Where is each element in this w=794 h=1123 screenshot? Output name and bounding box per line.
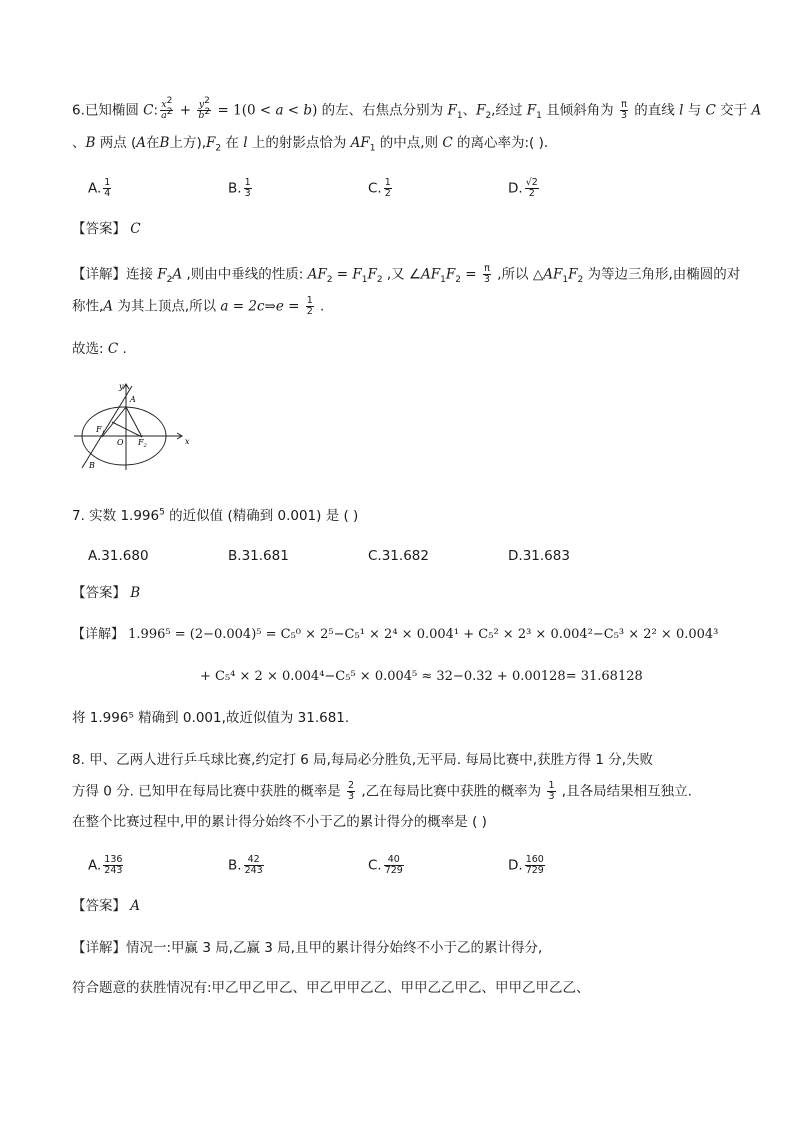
text: 且倾斜角为 — [541, 102, 618, 119]
sup: 5 — [159, 507, 165, 518]
option-fraction — [244, 178, 252, 199]
q8-stem-line1 — [72, 750, 653, 770]
text: ) — [312, 102, 318, 119]
detail-equation: + C₅⁴ × 2 × 0.004⁴−C₅⁵ × 0.004⁵ ≈ 32−0.32 + 0.00128= 31.68128 — [200, 669, 643, 684]
math: A — [136, 135, 147, 151]
q6-stem-line1 — [72, 95, 762, 122]
text: 8. 甲、乙两人进行乒乓球比赛,约定打 6 局,每局必分胜负,无平局. 每局比赛中,获胜方得 1 分,失败 — [72, 752, 654, 768]
q8-answer — [72, 896, 140, 916]
math: C — [705, 102, 716, 119]
q8-detail-line2 — [72, 978, 590, 998]
q6-answer — [72, 219, 141, 239]
num: 160 — [525, 854, 544, 865]
sub: 1 — [456, 111, 463, 122]
line-l — [82, 386, 132, 468]
fraction-2-3 — [347, 781, 355, 802]
q6-option-b[interactable] — [228, 178, 254, 199]
text: 情况一:甲赢 3 局,乙赢 3 局,且甲的累计得分始终不小于乙的累计得分, — [126, 940, 543, 956]
option-label: C. — [368, 548, 382, 564]
fraction-1-2 — [306, 296, 314, 317]
option-label: C. — [368, 857, 382, 874]
q6-detail-line1 — [72, 264, 740, 285]
q7-option-d[interactable] — [508, 546, 570, 566]
detail-label: 【详解】 — [72, 266, 126, 283]
q6-option-a[interactable] — [88, 178, 113, 199]
option-label: A. — [88, 180, 102, 197]
answer-value: B — [130, 585, 141, 601]
math: AF — [543, 266, 563, 283]
option-label: A. — [88, 548, 102, 564]
text: 与 — [683, 102, 706, 119]
option-fraction — [103, 855, 123, 876]
detail-label: 【详解】 — [72, 627, 125, 642]
label-f2 — [137, 438, 147, 449]
text: 上的射影点恰为 — [247, 135, 351, 151]
sub: 2 — [215, 143, 222, 154]
text: ,且各局结果相互独立. — [557, 783, 692, 800]
text: 故选: — [72, 341, 108, 357]
math: F — [526, 102, 537, 119]
q8-detail-line1 — [72, 938, 542, 958]
text: 的直线 — [630, 102, 680, 119]
sub: 2 — [376, 275, 383, 286]
option-fraction — [384, 178, 392, 199]
option-value: 31.680 — [101, 548, 149, 564]
den: 2 — [384, 188, 391, 199]
text: ,所以 △ — [492, 266, 544, 283]
q6-conclusion — [72, 339, 127, 359]
math: b — [198, 110, 205, 121]
den: 3 — [348, 791, 355, 802]
math: a = 2c⇒e = — [220, 298, 304, 315]
den: 3 — [244, 188, 251, 199]
label-x: x — [185, 437, 190, 446]
math: C — [143, 102, 154, 119]
text: 将 1.996⁵ 精确到 0.001,故近似值为 31.681. — [72, 710, 350, 726]
option-value: 31.682 — [381, 548, 429, 564]
option-label: D. — [508, 180, 523, 197]
text: 为其上顶点,所以 — [113, 298, 221, 315]
answer-label: 【答案】 — [72, 221, 126, 237]
label-f2-letter: F — [138, 438, 144, 447]
text: 6.已知椭圆 — [72, 102, 144, 119]
num: 1 — [306, 295, 313, 306]
sub: 1 — [369, 143, 376, 154]
math: F — [367, 266, 377, 283]
math: F — [445, 266, 456, 283]
text: 两点 ( — [95, 135, 137, 151]
option-fraction — [384, 855, 404, 876]
text: ,则由中垂线的性质: — [182, 266, 308, 283]
q6-detail-line2 — [72, 296, 324, 317]
answer-value: A — [130, 898, 141, 914]
math: F — [447, 102, 457, 119]
text: ,乙在每局比赛中获胜的概率为 — [357, 783, 546, 800]
den: 3 — [548, 791, 555, 802]
num: 1 — [104, 177, 111, 188]
answer-label: 【答案】 — [72, 585, 126, 601]
q7-detail-line2 — [200, 667, 643, 687]
fraction-pi-3 — [620, 100, 628, 121]
num: 40 — [384, 855, 404, 866]
q7-conclusion — [72, 708, 349, 728]
den: 2 — [306, 306, 313, 317]
option-fraction — [103, 178, 111, 199]
fraction-1-3 — [547, 781, 555, 802]
text: 在 — [221, 135, 244, 151]
q7-option-b[interactable] — [228, 546, 289, 566]
den: 729 — [384, 865, 403, 876]
den: 4 — [104, 188, 111, 199]
math: AF — [307, 266, 327, 283]
den: 3 — [483, 274, 490, 285]
fraction-y2-b2 — [197, 95, 211, 121]
text: : — [153, 102, 159, 119]
num: 1 — [384, 177, 391, 188]
math: F — [352, 266, 362, 283]
math: A — [172, 266, 183, 283]
text: 的中点,则 — [375, 135, 443, 151]
num: 42 — [244, 855, 264, 866]
num: √2 — [525, 177, 538, 188]
option-value: 31.683 — [522, 548, 570, 564]
text: 的离心率为:( ). — [452, 135, 549, 151]
label-f1-letter: F — [96, 425, 102, 434]
math: C — [107, 341, 119, 357]
text: = — [332, 266, 353, 283]
label-f1-sub: 1 — [101, 430, 105, 436]
q6-option-d[interactable] — [508, 178, 541, 199]
text: 方得 0 分. 已知甲在每局比赛中获胜的概率是 — [72, 783, 346, 800]
label-f2-sub: 2 — [143, 443, 147, 449]
num: π — [484, 263, 490, 274]
detail-equation: 1.996⁵ = (2−0.004)⁵ = C₅⁰ × 2⁵−C₅¹ × 2⁴ × 0.004¹ + C₅² × 2³ × 0.004²−C₅³ × 2² × 0.004³ — [128, 627, 719, 642]
num: 1 — [548, 780, 555, 791]
sup: 2 — [204, 95, 210, 106]
math: a — [161, 110, 167, 121]
num: 2 — [348, 780, 355, 791]
text: 在 — [146, 135, 160, 151]
text: + — [175, 102, 196, 119]
text: 交于 — [715, 102, 752, 119]
math: F — [206, 135, 216, 151]
num: 136 — [104, 854, 123, 865]
math: F — [476, 102, 486, 119]
text: ,又 ∠ — [382, 266, 422, 283]
q7-detail-line1 — [72, 625, 718, 645]
sub: 1 — [536, 111, 542, 122]
sub: 1 — [440, 275, 446, 286]
text: 、 — [72, 135, 86, 151]
sub: 1 — [361, 275, 368, 286]
text: . — [118, 341, 127, 357]
label-b: B — [89, 461, 95, 470]
option-label: B. — [228, 180, 242, 197]
text: 的左、右焦点分别为 — [317, 102, 448, 119]
fraction-x2-a2 — [160, 95, 173, 121]
option-value: 31.681 — [241, 548, 289, 564]
math: l — [243, 135, 248, 151]
text: . — [315, 298, 325, 315]
sub: 2 — [455, 275, 462, 286]
segment-f1-a — [102, 407, 126, 437]
math: B — [85, 135, 96, 151]
den: 3 — [620, 110, 628, 121]
option-label: A. — [88, 857, 102, 874]
label-f1 — [95, 425, 105, 436]
label-a: A — [130, 395, 136, 404]
q7-option-a[interactable] — [88, 546, 149, 566]
den: 243 — [104, 865, 123, 876]
text: 7. 实数 1.996 — [72, 508, 160, 524]
sup: 2 — [166, 95, 173, 106]
math: C — [442, 135, 453, 151]
math: l — [679, 102, 684, 119]
sub: 1 — [562, 275, 569, 286]
text: 在整个比赛过程中,甲的累计得分始终不小于乙的累计得分的概率是 ( ) — [72, 814, 487, 830]
sub: 2 — [485, 111, 492, 122]
text: ,经过 — [491, 102, 527, 119]
math: AF — [421, 266, 441, 283]
math: A — [751, 102, 762, 119]
label-y: y — [119, 382, 124, 391]
text: = — [461, 266, 481, 283]
q7-option-c[interactable] — [368, 546, 429, 566]
sub: 2 — [166, 275, 173, 286]
num: 1 — [244, 177, 251, 188]
q8-stem-line3 — [72, 812, 487, 832]
den: 2 — [528, 188, 535, 199]
sup: 2 — [204, 106, 211, 117]
math: b — [303, 102, 313, 119]
den: 729 — [525, 865, 544, 876]
option-label: D. — [508, 857, 523, 874]
q8-option-b[interactable] — [228, 855, 266, 876]
q6-option-c[interactable] — [368, 178, 394, 199]
sub: 2 — [326, 275, 333, 286]
q8-stem-line2 — [72, 781, 692, 802]
answer-value: C — [130, 221, 141, 237]
q8-option-a[interactable] — [88, 855, 125, 876]
text: 称性, — [72, 298, 104, 315]
option-label: C. — [368, 180, 382, 197]
math: B — [159, 135, 170, 151]
math: a — [275, 102, 284, 119]
fraction-pi-3 — [483, 264, 491, 285]
option-label: B. — [228, 548, 242, 564]
text: 为等边三角形,由椭圆的对 — [583, 266, 741, 283]
q7-stem — [72, 506, 358, 526]
text: < — [283, 102, 304, 119]
q8-option-d[interactable] — [508, 855, 547, 876]
text: 连接 — [126, 266, 158, 283]
option-fraction — [525, 178, 539, 199]
math: y — [198, 99, 205, 110]
math: F — [568, 266, 578, 283]
text: 上方), — [169, 135, 207, 151]
q7-answer — [72, 583, 140, 603]
sub: 2 — [577, 275, 584, 286]
answer-label: 【答案】 — [72, 898, 126, 914]
den: 243 — [244, 865, 263, 876]
option-label: D. — [508, 548, 523, 564]
sup: 2 — [166, 106, 173, 117]
option-fraction — [525, 855, 545, 876]
text: 、 — [462, 102, 477, 119]
math: A — [103, 298, 114, 315]
label-o: O — [117, 438, 124, 447]
math: AF — [350, 135, 370, 151]
text: 的近似值 (精确到 0.001) 是 ( ) — [164, 508, 359, 524]
q6-stem-line2 — [72, 133, 548, 153]
math: x — [161, 99, 167, 110]
num: π — [621, 99, 627, 110]
option-label: B. — [228, 857, 242, 874]
q8-option-c[interactable] — [368, 855, 406, 876]
detail-label: 【详解】 — [72, 940, 126, 956]
text: 符合题意的获胜情况有:甲乙甲乙甲乙、甲乙甲甲乙乙、甲甲乙乙甲乙、甲甲乙甲乙乙、 — [72, 980, 590, 996]
text: = 1(0 < — [213, 102, 276, 119]
ellipse-figure — [72, 380, 192, 472]
option-fraction — [244, 855, 264, 876]
math: F — [157, 266, 167, 283]
